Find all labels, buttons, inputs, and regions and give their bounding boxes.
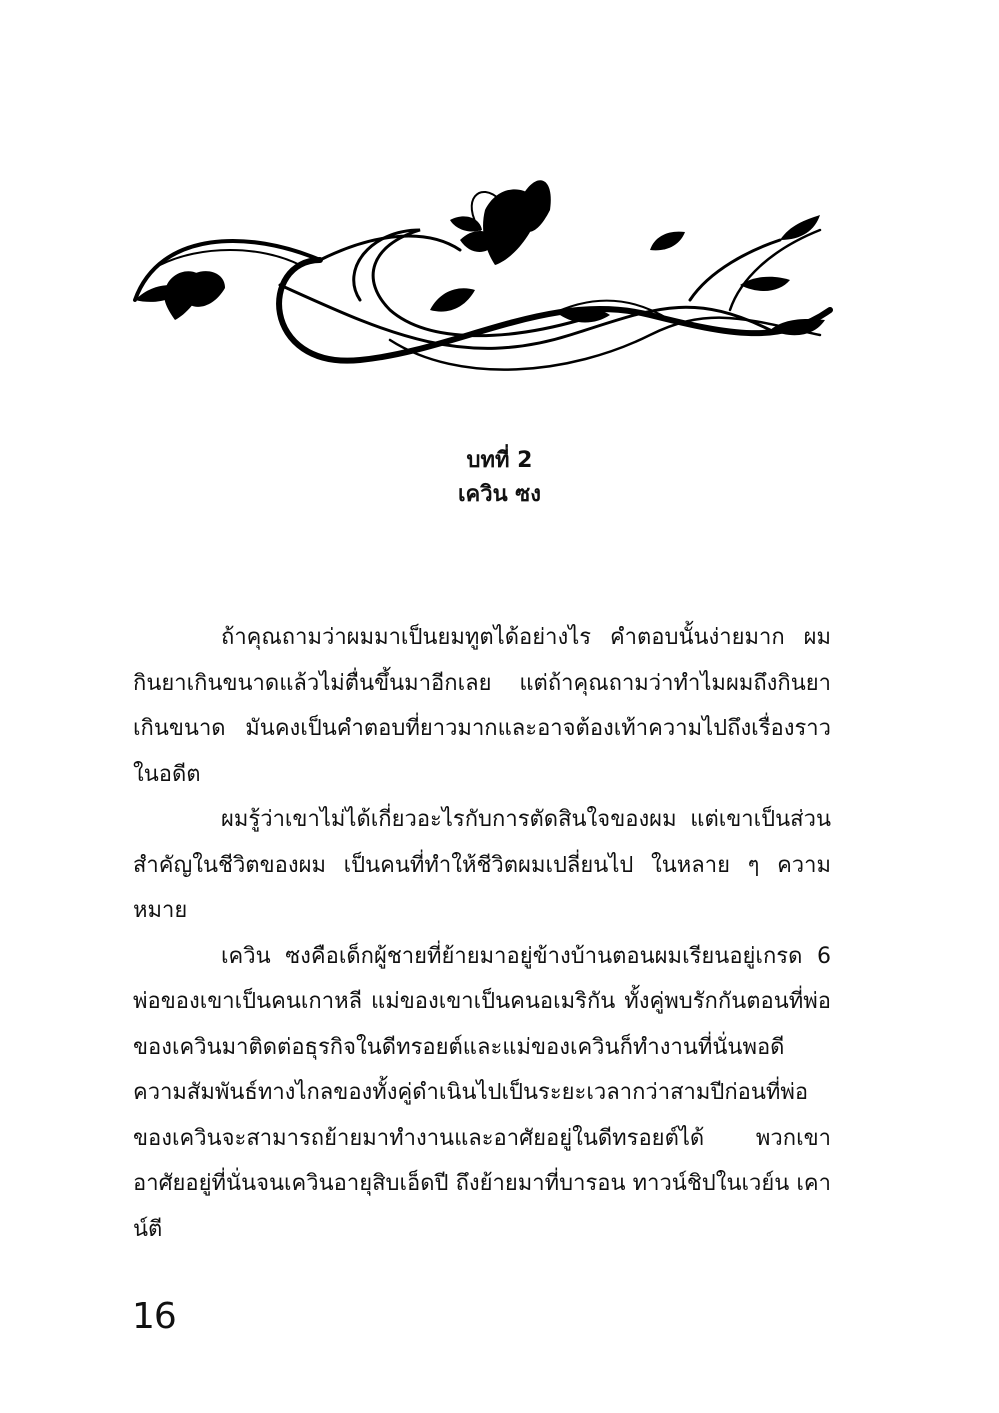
paragraph: ถ้าคุณถามว่าผมมาเป็นยมทูตได้อย่างไร คำตอบนั้นง่ายมาก ผมกินยาเกินขนาดแล้วไม่ตื่นขึ้นมาอีกเลย แต่ถ้าคุณถามว่าทำไมผมถึงกินยาเกินขนาด มันคงเป็นคำตอบที่ยาวมากและอาจต้องเท้าความไปถึงเรื่องราวในอดีต	[133, 625, 831, 787]
body-text	[133, 615, 831, 1252]
floral-flourish-icon	[130, 170, 835, 385]
chapter-title: เควิน ซง	[458, 482, 541, 507]
page-number: 16	[132, 1296, 176, 1337]
paragraph: เควิน ซงคือเด็กผู้ชายที่ย้ายมาอยู่ข้างบ้านตอนผมเรียนอยู่เกรด 6 พ่อของเขาเป็นคนเกาหลี แม่ของเขาเป็นคนอเมริกัน ทั้งคู่พบรักกันตอนที่พ่อของเควินมาติดต่อธุรกิจในดีทรอยต์และแม่ของเควินก็ทำงานที่นั่นพอดี ความสัมพันธ์ทางไกลของทั้งคู่ดำเนินไปเป็นระยะเวลากว่าสามปีก่อนที่พ่อของเควินจะสามารถย้ายมาทำงานและอาศัยอยู่ในดีทรอยต์ได้ พวกเขาอาศัยอยู่ที่นั่นจนเควินอายุสิบเอ็ดปี ถึงย้ายมาที่บารอน ทาวน์ชิปในเวย์น เคาน์ตี	[133, 943, 831, 1242]
paragraph: ผมรู้ว่าเขาไม่ได้เกี่ยวอะไรกับการตัดสินใจของผม แต่เขาเป็นส่วนสำคัญในชีวิตของผม เป็นคนที่ทำให้ชีวิตผมเปลี่ยนไป ในหลาย ๆ ความหมาย	[133, 807, 831, 923]
chapter-heading	[0, 444, 999, 512]
chapter-number: บทที่ 2	[466, 448, 533, 473]
